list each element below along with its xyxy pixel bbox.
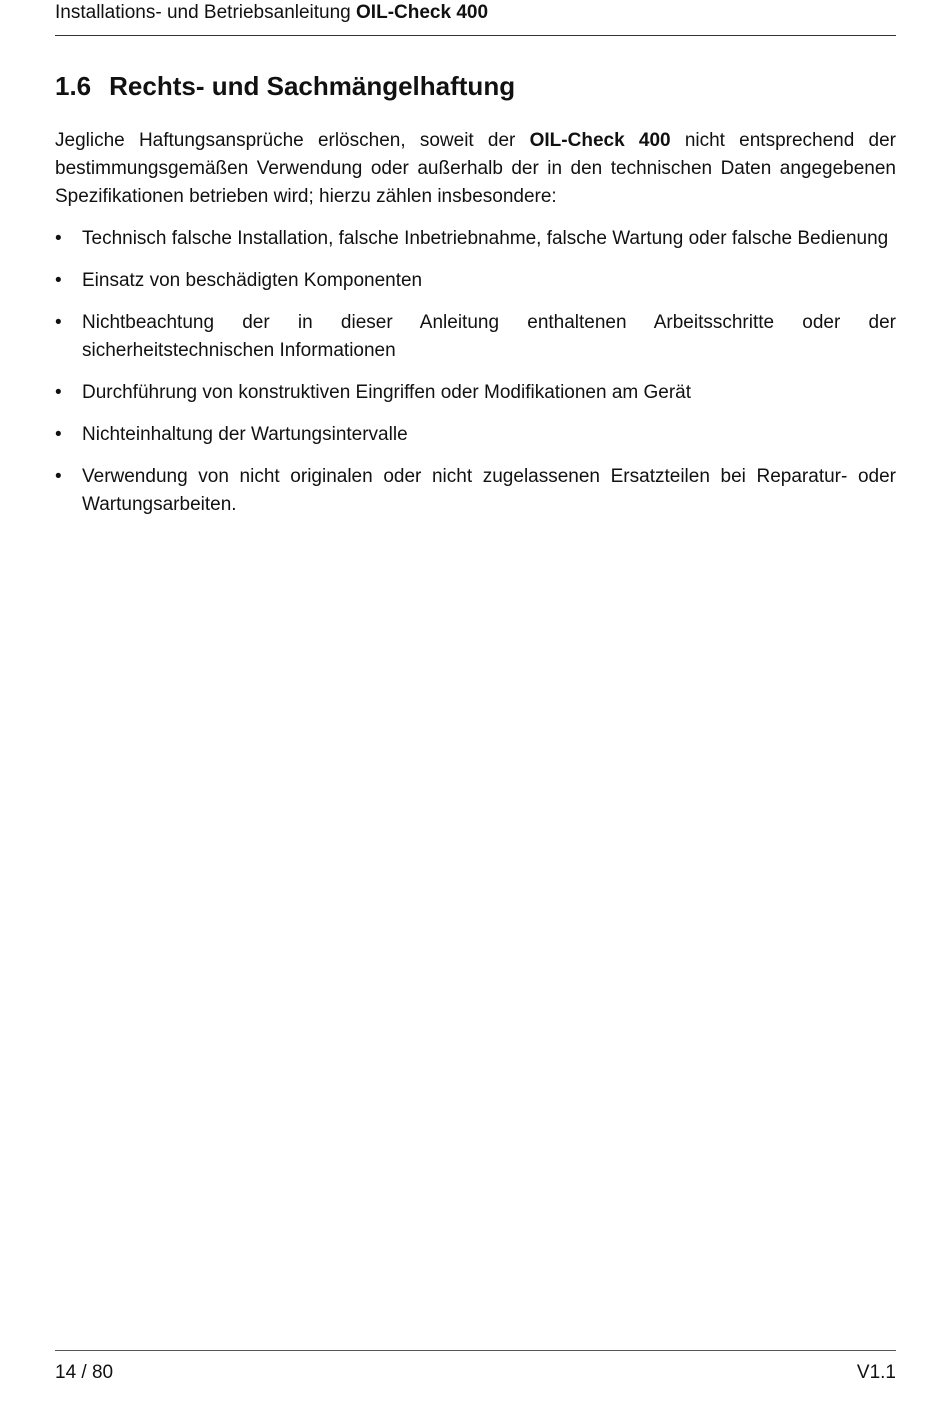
liability-exclusion-list: [55, 225, 896, 519]
list-item-text: Einsatz von beschädigten Komponenten: [82, 270, 423, 291]
bullet-icon: •: [55, 312, 62, 333]
page-footer: [55, 1350, 896, 1390]
page-number: 14 / 80: [55, 1362, 114, 1383]
bullet-icon: •: [55, 424, 62, 445]
header-product-name: OIL-Check 400: [356, 2, 489, 23]
list-item-text: Nichteinhaltung der Wartungsintervalle: [82, 424, 408, 445]
intro-text-after: nicht entsprechend der bestimmungsgemäßen Verwendung oder außerhalb der in den technischen Daten angegebenen Spezifikationen betrieben wird; hierzu zählen insbesondere:: [55, 130, 897, 207]
list-item: [55, 421, 896, 449]
list-item: [55, 309, 896, 365]
list-item-text: Technisch falsche Installation, falsche Inbetriebnahme, falsche Wartung oder falsche Bedienung: [82, 228, 889, 249]
list-item-text: Verwendung von nicht originalen oder nicht zugelassenen Ersatzteilen bei Reparatur- oder Wartungsarbeiten.: [82, 466, 896, 515]
header-title: Installations- und Betriebsanleitung: [55, 2, 351, 23]
document-version: V1.1: [856, 1362, 896, 1383]
list-item: [55, 463, 896, 519]
page-header: [55, 0, 896, 36]
bullet-icon: •: [55, 228, 62, 249]
list-item-text: Nichtbeachtung der in dieser Anleitung enthaltenen Arbeitsschritte oder der sicherheitstechnischen Informationen: [82, 312, 896, 361]
list-item-text: Durchführung von konstruktiven Eingriffen oder Modifikationen am Gerät: [82, 382, 692, 403]
list-item: [55, 379, 896, 407]
list-item: [55, 267, 896, 295]
intro-text-before: Jegliche Haftungsansprüche erlöschen, soweit der: [55, 130, 516, 151]
bullet-icon: •: [55, 270, 62, 291]
list-item: [55, 225, 896, 253]
bullet-icon: •: [55, 466, 62, 487]
intro-paragraph: [55, 127, 896, 211]
intro-product-name: OIL-Check 400: [529, 130, 671, 151]
section-number: 1.6: [55, 71, 92, 101]
section-body: [55, 127, 896, 533]
section-title: Rechts- und Sachmängelhaftung: [109, 71, 516, 101]
section-heading: [55, 70, 896, 102]
bullet-icon: •: [55, 382, 62, 403]
